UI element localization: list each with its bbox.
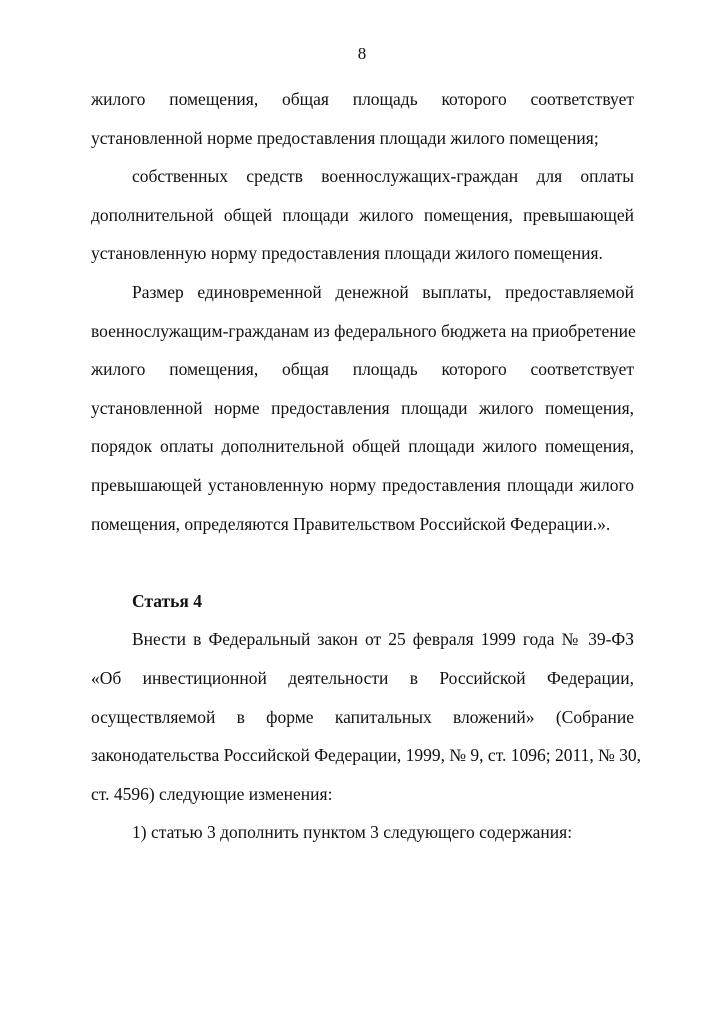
text-line: военнослужащим-гражданам из федерального бюджета на приобретение <box>91 320 636 341</box>
text-line: помещения, определяются Правительством Российской Федерации.». <box>91 513 611 534</box>
text-line: жилого помещения, общая площадь которого соответствует <box>91 359 634 380</box>
text-line: ст. 4596) следующие изменения: <box>91 783 333 804</box>
text-line: Размер единовременной денежной выплаты, предоставляемой <box>132 281 634 302</box>
spacer <box>91 550 634 589</box>
page-number: 8 <box>357 44 367 63</box>
text-line: Внести в Федеральный закон от 25 февраля 1999 года № 39-ФЗ <box>132 629 634 650</box>
text-line: законодательства Российской Федерации, 1999, № 9, ст. 1096; 2011, № 30, <box>91 745 642 766</box>
paragraph-own-funds <box>91 164 634 280</box>
paragraph-item-1 <box>91 820 634 859</box>
text-line: «Об инвестиционной деятельности в Российской Федерации, <box>91 667 634 688</box>
text-line: 1) статью 3 дополнить пунктом 3 следующего содержания: <box>132 822 573 843</box>
text-line: порядок оплаты дополнительной общей площади жилого помещения, <box>91 436 634 457</box>
text-line: установленную норму предоставления площади жилого помещения. <box>91 243 603 264</box>
text-line: дополнительной общей площади жилого помещения, превышающей <box>91 204 634 225</box>
paragraph-continuation <box>91 87 634 164</box>
document-body <box>91 87 642 859</box>
text-line: установленной норме предоставления площади жилого помещения; <box>91 127 599 148</box>
paragraph-payment-size <box>91 280 634 550</box>
text-line: превышающей установленную норму предоставления площади жилого <box>91 474 634 495</box>
text-line: жилого помещения, общая площадь которого соответствует <box>91 89 634 109</box>
text-line: осуществляемой в форме капитальных вложений» (Собрание <box>91 706 634 727</box>
paragraph-amend-law <box>91 627 642 820</box>
text-line: собственных средств военнослужащих-граждан для оплаты <box>132 166 634 187</box>
article-heading: Статья 4 <box>132 590 202 611</box>
text-line: установленной норме предоставления площади жилого помещения, <box>91 397 634 418</box>
